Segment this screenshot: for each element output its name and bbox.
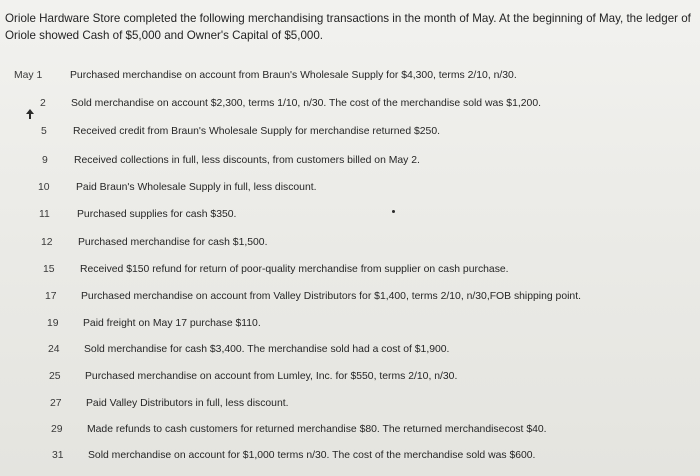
transaction-text: Paid Braun's Wholesale Supply in full, less discount. (76, 182, 317, 193)
problem-intro: Oriole Hardware Store completed the following merchandising transactions in the month of May. At the beginning of May, the ledger of Oriole showed Cash of $5,000 and Owner's Capital of $5,000. (5, 12, 691, 42)
transaction-text: Purchased supplies for cash $350. (77, 209, 237, 220)
transaction-text: Purchased merchandise for cash $1,500. (78, 237, 268, 248)
transaction-text: Sold merchandise on account for $1,000 terms n/30. The cost of the merchandise sold was $600. (88, 450, 536, 461)
transaction-text: Sold merchandise on account $2,300, terms 1/10, n/30. The cost of the merchandise sold was $1,200. (71, 98, 541, 109)
transaction-text: Received $150 refund for return of poor-quality merchandise from supplier on cash purchase. (80, 264, 509, 275)
transaction-day: 2 (40, 98, 46, 109)
mouse-cursor-icon (26, 109, 34, 119)
transaction-day: May 1 (14, 70, 43, 81)
transaction-text: Received credit from Braun's Wholesale Supply for merchandise returned $250. (73, 126, 440, 137)
transaction-text: Sold merchandise for cash $3,400. The merchandise sold had a cost of $1,900. (84, 344, 450, 355)
transaction-day: 29 (51, 424, 63, 435)
transaction-day: 15 (43, 264, 55, 275)
transaction-day: 9 (42, 155, 48, 166)
transaction-day: 24 (48, 344, 60, 355)
transaction-text: Paid Valley Distributors in full, less discount. (86, 398, 289, 409)
transaction-day: 12 (41, 237, 53, 248)
transaction-text: Purchased merchandise on account from Lumley, Inc. for $550, terms 2/10, n/30. (85, 371, 458, 382)
transaction-day: 10 (38, 182, 50, 193)
transaction-text: Purchased merchandise on account from Valley Distributors for $1,400, terms 2/10, n/30,FOB shipping point. (81, 291, 581, 302)
transaction-day: 27 (50, 398, 62, 409)
dust-speck (392, 210, 395, 213)
transaction-day: 17 (45, 291, 57, 302)
transaction-text: Paid freight on May 17 purchase $110. (83, 318, 261, 329)
transaction-day: 11 (39, 209, 50, 220)
transaction-text: Made refunds to cash customers for returned merchandise $80. The returned merchandisecost $40. (87, 424, 547, 435)
transaction-text: Received collections in full, less discounts, from customers billed on May 2. (74, 155, 420, 166)
transaction-day: 25 (49, 371, 61, 382)
transaction-day: 5 (41, 126, 47, 137)
transaction-day: 31 (52, 450, 64, 461)
transaction-day: 19 (47, 318, 59, 329)
transaction-text: Purchased merchandise on account from Braun's Wholesale Supply for $4,300, terms 2/10, n/30. (70, 70, 517, 81)
